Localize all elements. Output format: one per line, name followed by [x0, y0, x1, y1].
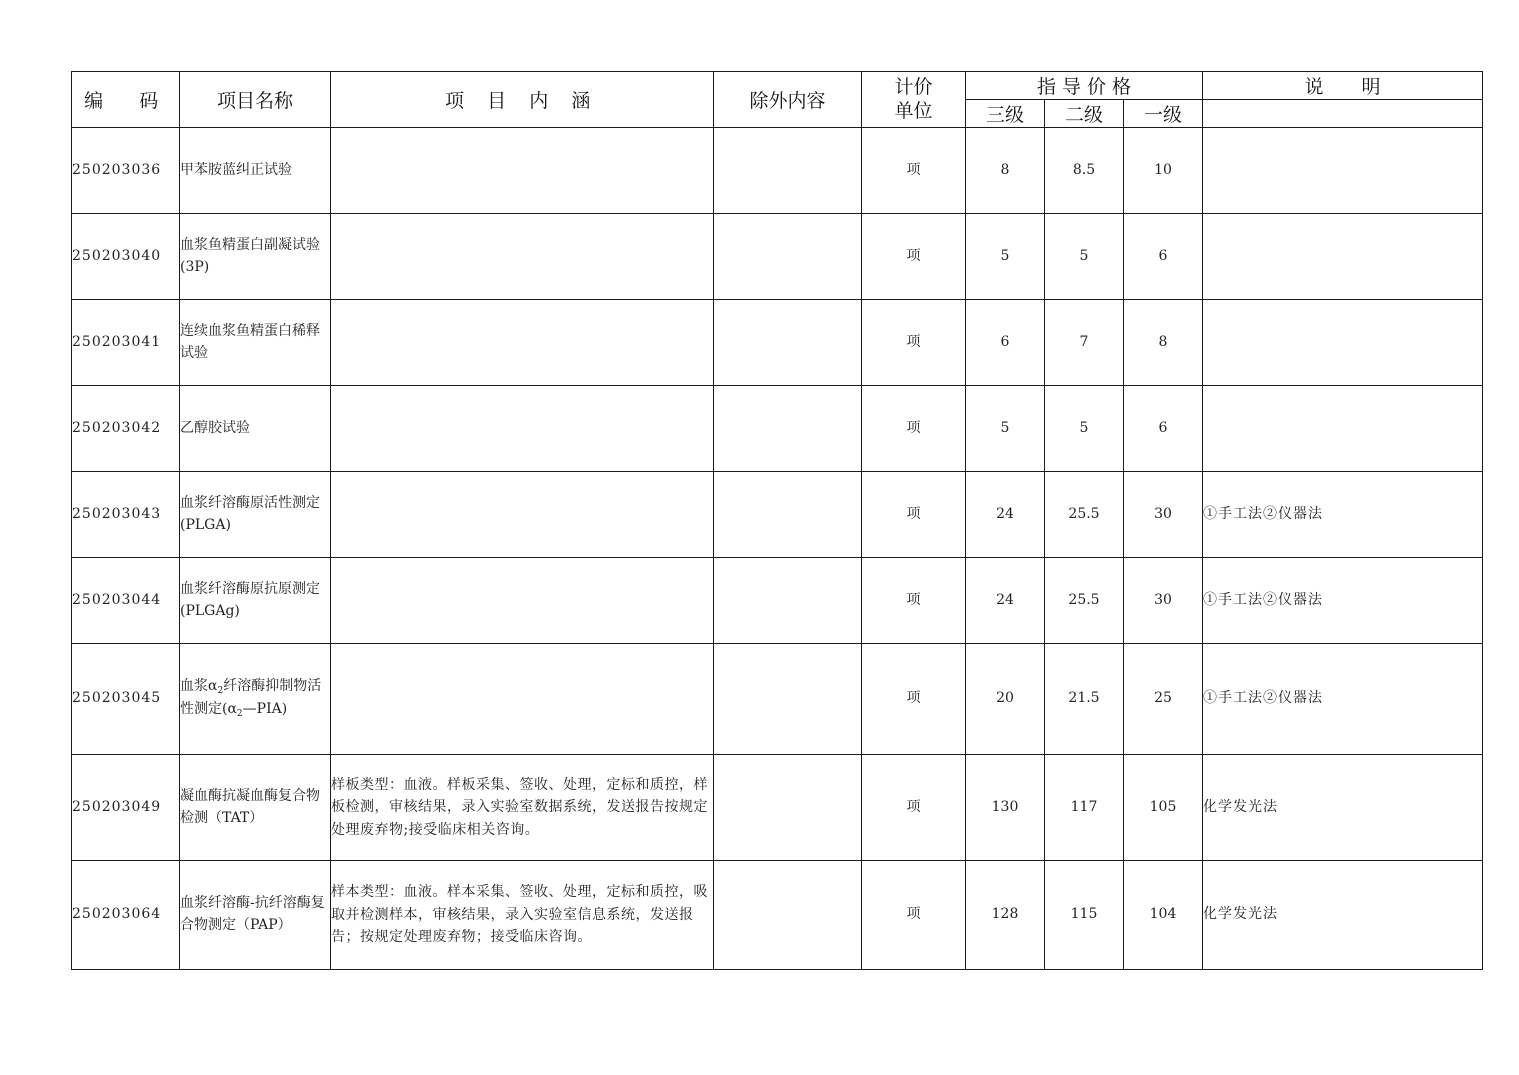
table-row	[72, 128, 1483, 214]
table-row	[72, 214, 1483, 300]
cell-price-level2: 25.5	[1045, 472, 1124, 558]
table-row	[72, 300, 1483, 386]
header-guide-price: 指 导 价 格	[966, 72, 1203, 100]
cell-code: 250203045	[72, 644, 180, 755]
cell-price-level2: 21.5	[1045, 644, 1124, 755]
cell-name: 凝血酶抗凝血酶复合物检测（TAT）	[180, 755, 331, 861]
cell-code: 250203041	[72, 300, 180, 386]
cell-note	[1203, 300, 1483, 386]
cell-price-level3: 6	[966, 300, 1045, 386]
cell-price-level3: 5	[966, 214, 1045, 300]
cell-name: 血浆鱼精蛋白副凝试验(3P)	[180, 214, 331, 300]
cell-unit: 项	[862, 644, 966, 755]
cell-name: 血浆纤溶酶-抗纤溶酶复合物测定（PAP）	[180, 861, 331, 970]
cell-excluded	[714, 128, 862, 214]
cell-content	[331, 472, 714, 558]
cell-unit: 项	[862, 861, 966, 970]
header-level1: 一级	[1124, 100, 1203, 128]
header-level3: 三级	[966, 100, 1045, 128]
cell-name: 连续血浆鱼精蛋白稀释试验	[180, 300, 331, 386]
cell-code: 250203064	[72, 861, 180, 970]
table-row	[72, 644, 1483, 755]
cell-price-level2: 115	[1045, 861, 1124, 970]
cell-code: 250203043	[72, 472, 180, 558]
header-code: 编 码	[72, 72, 180, 128]
name-part: 纤溶酶抑制物活性测定(α	[180, 678, 322, 717]
cell-price-level3: 20	[966, 644, 1045, 755]
cell-code: 250203044	[72, 558, 180, 644]
cell-price-level3: 130	[966, 755, 1045, 861]
cell-content	[331, 558, 714, 644]
cell-price-level3: 8	[966, 128, 1045, 214]
header-name: 项目名称	[180, 72, 331, 128]
cell-price-level3: 128	[966, 861, 1045, 970]
cell-unit: 项	[862, 300, 966, 386]
cell-price-level1: 25	[1124, 644, 1203, 755]
cell-unit: 项	[862, 755, 966, 861]
cell-name: 血浆纤溶酶原抗原测定(PLGAg)	[180, 558, 331, 644]
cell-code: 250203036	[72, 128, 180, 214]
cell-content	[331, 214, 714, 300]
cell-content: 样本类型：血液。样本采集、签收、处理，定标和质控，吸取并检测样本，审核结果，录入实验室信息系统，发送报告；按规定处理废弃物；接受临床咨询。	[331, 861, 714, 970]
table-row	[72, 861, 1483, 970]
cell-code: 250203042	[72, 386, 180, 472]
header-content: 项 目 内 涵	[331, 72, 714, 128]
cell-name: 乙醇胶试验	[180, 386, 331, 472]
cell-unit: 项	[862, 558, 966, 644]
cell-price-level1: 104	[1124, 861, 1203, 970]
cell-content	[331, 300, 714, 386]
cell-note: ①手工法②仪器法	[1203, 472, 1483, 558]
cell-note	[1203, 214, 1483, 300]
cell-price-level1: 30	[1124, 472, 1203, 558]
cell-note: ①手工法②仪器法	[1203, 644, 1483, 755]
table-row	[72, 755, 1483, 861]
cell-note: ①手工法②仪器法	[1203, 558, 1483, 644]
cell-excluded	[714, 861, 862, 970]
cell-price-level2: 5	[1045, 214, 1124, 300]
cell-price-level1: 10	[1124, 128, 1203, 214]
cell-name: 血浆纤溶酶原活性测定(PLGA)	[180, 472, 331, 558]
table-row	[72, 472, 1483, 558]
cell-unit: 项	[862, 128, 966, 214]
cell-excluded	[714, 386, 862, 472]
cell-content	[331, 644, 714, 755]
cell-price-level2: 117	[1045, 755, 1124, 861]
cell-code: 250203049	[72, 755, 180, 861]
cell-note: 化学发光法	[1203, 755, 1483, 861]
table-row	[72, 386, 1483, 472]
header-excluded: 除外内容	[714, 72, 862, 128]
cell-note	[1203, 128, 1483, 214]
name-part: —PIA)	[242, 701, 288, 717]
cell-price-level2: 8.5	[1045, 128, 1124, 214]
cell-excluded	[714, 300, 862, 386]
cell-price-level2: 5	[1045, 386, 1124, 472]
header-note: 说 明	[1203, 72, 1483, 100]
cell-unit: 项	[862, 472, 966, 558]
cell-price-level1: 6	[1124, 214, 1203, 300]
cell-price-level3: 5	[966, 386, 1045, 472]
header-note-blank	[1203, 100, 1483, 128]
cell-price-level1: 8	[1124, 300, 1203, 386]
cell-excluded	[714, 472, 862, 558]
cell-price-level1: 105	[1124, 755, 1203, 861]
header-unit: 计价单位	[862, 72, 966, 128]
cell-price-level1: 30	[1124, 558, 1203, 644]
cell-code: 250203040	[72, 214, 180, 300]
cell-name	[180, 644, 331, 755]
cell-note	[1203, 386, 1483, 472]
cell-price-level2: 7	[1045, 300, 1124, 386]
cell-excluded	[714, 214, 862, 300]
cell-excluded	[714, 644, 862, 755]
name-part: 血浆α	[180, 678, 218, 695]
table-row	[72, 558, 1483, 644]
cell-excluded	[714, 558, 862, 644]
cell-unit: 项	[862, 214, 966, 300]
cell-content	[331, 128, 714, 214]
cell-price-level1: 6	[1124, 386, 1203, 472]
cell-price-level3: 24	[966, 472, 1045, 558]
cell-content: 样板类型：血液。样板采集、签收、处理，定标和质控，样板检测，审核结果，录入实验室数据系统，发送报告按规定处理废弃物;接受临床相关咨询。	[331, 755, 714, 861]
cell-content	[331, 386, 714, 472]
subscript: 2	[236, 709, 243, 719]
cell-price-level2: 25.5	[1045, 558, 1124, 644]
cell-note: 化学发光法	[1203, 861, 1483, 970]
cell-unit: 项	[862, 386, 966, 472]
cell-excluded	[714, 755, 862, 861]
price-table	[71, 71, 1483, 970]
header-level2: 二级	[1045, 100, 1124, 128]
subscript: 2	[217, 686, 224, 697]
cell-price-level3: 24	[966, 558, 1045, 644]
cell-name: 甲苯胺蓝纠正试验	[180, 128, 331, 214]
